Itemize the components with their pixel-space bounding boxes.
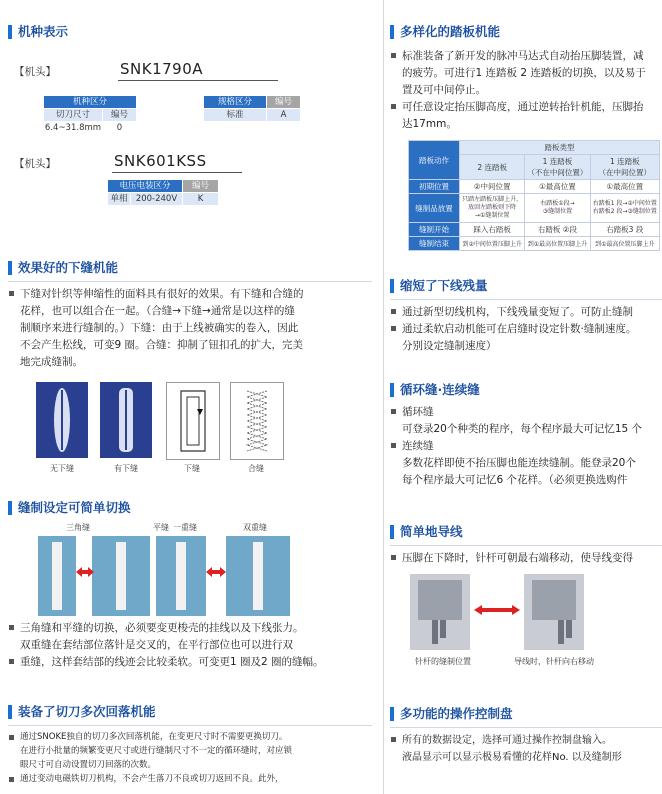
- divider: [8, 281, 372, 282]
- text-line: 压脚在下降时，针杆可朝最右端移动，使导线变得: [390, 550, 662, 567]
- text-line: 地完成缝制。: [20, 356, 83, 368]
- photo-caption: 有下缝: [114, 464, 138, 473]
- table-cell: 到①最高位置压脚上升: [525, 237, 590, 251]
- section-title: 装备了切刀多次回落机能: [8, 702, 372, 722]
- table-cell: [460, 194, 525, 223]
- text-line: 在进行小批量的频繁变更尺寸或进行缝制尺寸不一定的循环缝时，对应锁: [20, 746, 293, 756]
- section-title: 效果好的下缝机能: [8, 258, 372, 278]
- photo-caption: 无下缝: [50, 464, 74, 473]
- header-cell: 电压电装区分: [108, 180, 182, 192]
- knife-paragraph: [8, 730, 372, 786]
- double-seam-photo: [226, 536, 290, 616]
- threading-needle-photo: [524, 574, 584, 650]
- header-cell: 机种区分: [44, 96, 136, 108]
- photo-caption: 合缝: [248, 464, 264, 473]
- table-header: 踏板类型: [460, 141, 660, 155]
- text-line: 眼尺寸可自动设置切刀回落的次数。: [20, 760, 157, 770]
- model-number-1: SNK1790A: [120, 60, 204, 78]
- cell: 单相: [108, 193, 130, 205]
- bullet-paragraph: [8, 286, 372, 371]
- cell-line: ③缝制位置: [542, 208, 573, 215]
- text-line: 重缝，这样套结部的线迹会比较柔软。可变更1 圈及2 圈的缝幅。: [8, 654, 374, 671]
- model-section: [8, 22, 372, 42]
- divider: [390, 299, 662, 300]
- no-lower-seam-photo: [36, 382, 88, 458]
- text-line: 双重缝在套结部位落针是交叉的，在平行部位也可以进行双: [20, 639, 293, 651]
- head-label-2: 【机头】: [14, 158, 56, 170]
- photo-caption: 针杆的缝制位置: [415, 657, 471, 666]
- bobbin-section: [390, 276, 662, 355]
- text-line: 连续缝: [390, 438, 662, 455]
- table-cell: [525, 194, 590, 223]
- section-title: 简单地导线: [390, 522, 662, 542]
- table-cell: ①最高位置: [525, 180, 590, 194]
- table-cell: 踩入右踏板: [460, 223, 525, 237]
- divider: [8, 725, 372, 726]
- table-cell: 到②中间位置压脚上升: [460, 237, 525, 251]
- model-table-2: [204, 96, 300, 121]
- divider: [390, 727, 662, 728]
- pedal-section: [390, 22, 662, 133]
- text-line: 不会产生松线，可变9 圈。合缝：抑制了钮扣孔的扩大，完美: [20, 339, 304, 351]
- text-line: 置及可中间停止。: [402, 84, 486, 96]
- header-line: （在中间位置）: [598, 168, 652, 177]
- text-line: 所有的数据设定，选择可通过操作控制盘输入。: [390, 732, 662, 749]
- text-line: 制顺序来进行缝制的。）下缝：由于上线被确实的卷入，因此: [20, 322, 299, 334]
- row-header: 缝制开始: [409, 223, 460, 237]
- cell-line: 右踏板1 段→②中间位置: [592, 200, 657, 207]
- text-line: 通过SNOKE独自的切刀多次回落机能，在变更尺寸时不需要更换切刀。: [8, 730, 372, 744]
- header-cell: 编号: [183, 180, 218, 192]
- row-header: 缝制品放置: [409, 194, 460, 223]
- table-header: 踏板动作: [409, 141, 460, 180]
- text-line: 通过变动电磁铁切刀机构，不会产生落刀不良或切刀返回不良。此外，: [8, 772, 372, 786]
- cell: 200-240V: [131, 193, 182, 205]
- combined-seam-diagram: [230, 382, 284, 460]
- table-header: 2 连踏板: [460, 155, 525, 180]
- switch-section: [8, 498, 372, 518]
- text-line: 每个程序最大可记忆6 个花样。（必须更换选购件: [402, 474, 628, 486]
- row-header: 缝制结束: [409, 237, 460, 251]
- panel-section: [390, 704, 662, 766]
- text-line: 多数花样即使不抬压脚也能连续缝制。能登录20个: [402, 457, 636, 469]
- switch-paragraph: [8, 620, 374, 671]
- model-number-2: SNK601KSS: [114, 152, 207, 170]
- text-line: 液晶显示可以显示极易看懂的花样No. 以及缝制形: [402, 752, 622, 763]
- triangle-seam-photo: [38, 536, 76, 616]
- seam-type-caption: 双重缝: [243, 523, 267, 532]
- section-title: 循环缝·连续缝: [390, 380, 662, 400]
- cell-line: 只踏左踏板压脚上升，: [462, 196, 523, 203]
- cell: 6.4~31.8mm: [44, 123, 102, 133]
- header-cell: 规格区分: [204, 96, 266, 108]
- with-lower-seam-photo: [100, 382, 152, 458]
- seam-type-caption: 一重缝: [173, 523, 197, 532]
- guide-section: [390, 522, 662, 567]
- table-cell: [590, 194, 659, 223]
- cell-line: 放回左踏板则下降: [468, 204, 517, 211]
- header-line: （不在中间位置）: [527, 168, 588, 177]
- cell-line: 右踏板2 段→③缝制位置: [592, 208, 657, 215]
- cycle-section: [390, 380, 662, 489]
- table-cell: ①最高位置: [590, 180, 659, 194]
- pedal-paragraph: [390, 48, 662, 133]
- cell: A: [267, 109, 300, 121]
- model-underline: [118, 80, 278, 81]
- table-cell: 右踏板3 段: [590, 223, 659, 237]
- cell: 切刀尺寸: [44, 109, 102, 121]
- row-header: 初期位置: [409, 180, 460, 194]
- swap-arrow-icon: [206, 566, 226, 578]
- table-header: [525, 155, 590, 180]
- cell: 标准: [204, 109, 266, 121]
- model-table-1: [44, 96, 136, 134]
- section-title: 缝制设定可简单切换: [8, 498, 372, 518]
- text-line: 可任意设定抬压脚高度，通过逆转抬针机能，压脚抬: [390, 99, 662, 116]
- section-title: 多功能的操作控制盘: [390, 704, 662, 724]
- text-line: 通过新型切线机构，下线残量变短了。可防止缝制: [390, 304, 662, 321]
- flat-seam-photo: [92, 536, 150, 616]
- text-line: 可登录20个种类的程序，每个程序最大可记忆15 个: [402, 423, 643, 435]
- text-line: 花样，也可以组合在一起。（合缝→下缝→通常是以这样的缝: [20, 305, 295, 317]
- voltage-table: [108, 180, 218, 205]
- header-line: 1 连踏板: [609, 157, 640, 166]
- bobbin-paragraph: [390, 304, 662, 355]
- table-cell: 右踏板 ②段: [525, 223, 590, 237]
- cycle-paragraph: [390, 404, 662, 489]
- photo-caption: 下缝: [184, 464, 200, 473]
- text-line: 通过柔软启动机能可在启缝时设定针数·缝制速度。: [390, 321, 662, 338]
- lower-seam-section: [8, 258, 372, 371]
- cell: 编号: [103, 109, 136, 121]
- photo-caption: 导线时，针杆向右移动: [514, 657, 594, 666]
- text-line: 标准装备了新开发的脉冲马达式自动抬压脚装置，减: [390, 48, 662, 65]
- text-line: 分别设定缝制速度）: [402, 340, 497, 352]
- cell-line: 右踏板①段→: [540, 200, 575, 207]
- cell: K: [183, 193, 218, 205]
- needle-position-photo: [410, 574, 470, 650]
- text-line: 三角缝和平缝的切换，必须要变更梭壳的挂线以及下线张力。: [8, 620, 374, 637]
- double-arrow-icon: [474, 604, 520, 616]
- seam-type-caption: 三角缝: [66, 523, 90, 532]
- cell-line: →①缝制位置: [474, 212, 510, 219]
- pedal-table: [408, 140, 660, 251]
- seam-type-caption: 平缝: [153, 523, 169, 532]
- header-line: 1 连踏板: [542, 157, 573, 166]
- knife-section: [8, 702, 372, 786]
- section-title: 机种表示: [8, 22, 372, 42]
- table-header: [590, 155, 659, 180]
- panel-paragraph: [390, 732, 662, 766]
- text-line: 的疲劳。可进行1 连踏板 2 连踏板的切换，以及易于: [402, 67, 646, 79]
- single-seam-photo: [156, 536, 206, 616]
- model-underline: [112, 172, 242, 173]
- text-line: 下缝对针织等伸缩性的面料具有很好的效果。有下缝和合缝的: [20, 288, 304, 300]
- divider: [390, 545, 662, 546]
- section-title: 多样化的踏板机能: [390, 22, 662, 42]
- section-title: 缩短了下线残量: [390, 276, 662, 296]
- column-divider: [383, 0, 384, 794]
- table-cell: ②中间位置: [460, 180, 525, 194]
- header-cell: 编号: [267, 96, 300, 108]
- table-cell: 到①最高位置压脚上升: [590, 237, 659, 251]
- cell: 0: [103, 122, 136, 134]
- lower-seam-diagram: [166, 382, 220, 460]
- text-line: 达17mm。: [402, 118, 457, 130]
- text-line: 循环缝: [390, 404, 662, 421]
- head-label-1: 【机头】: [14, 66, 56, 78]
- swap-arrow-icon: [76, 566, 94, 578]
